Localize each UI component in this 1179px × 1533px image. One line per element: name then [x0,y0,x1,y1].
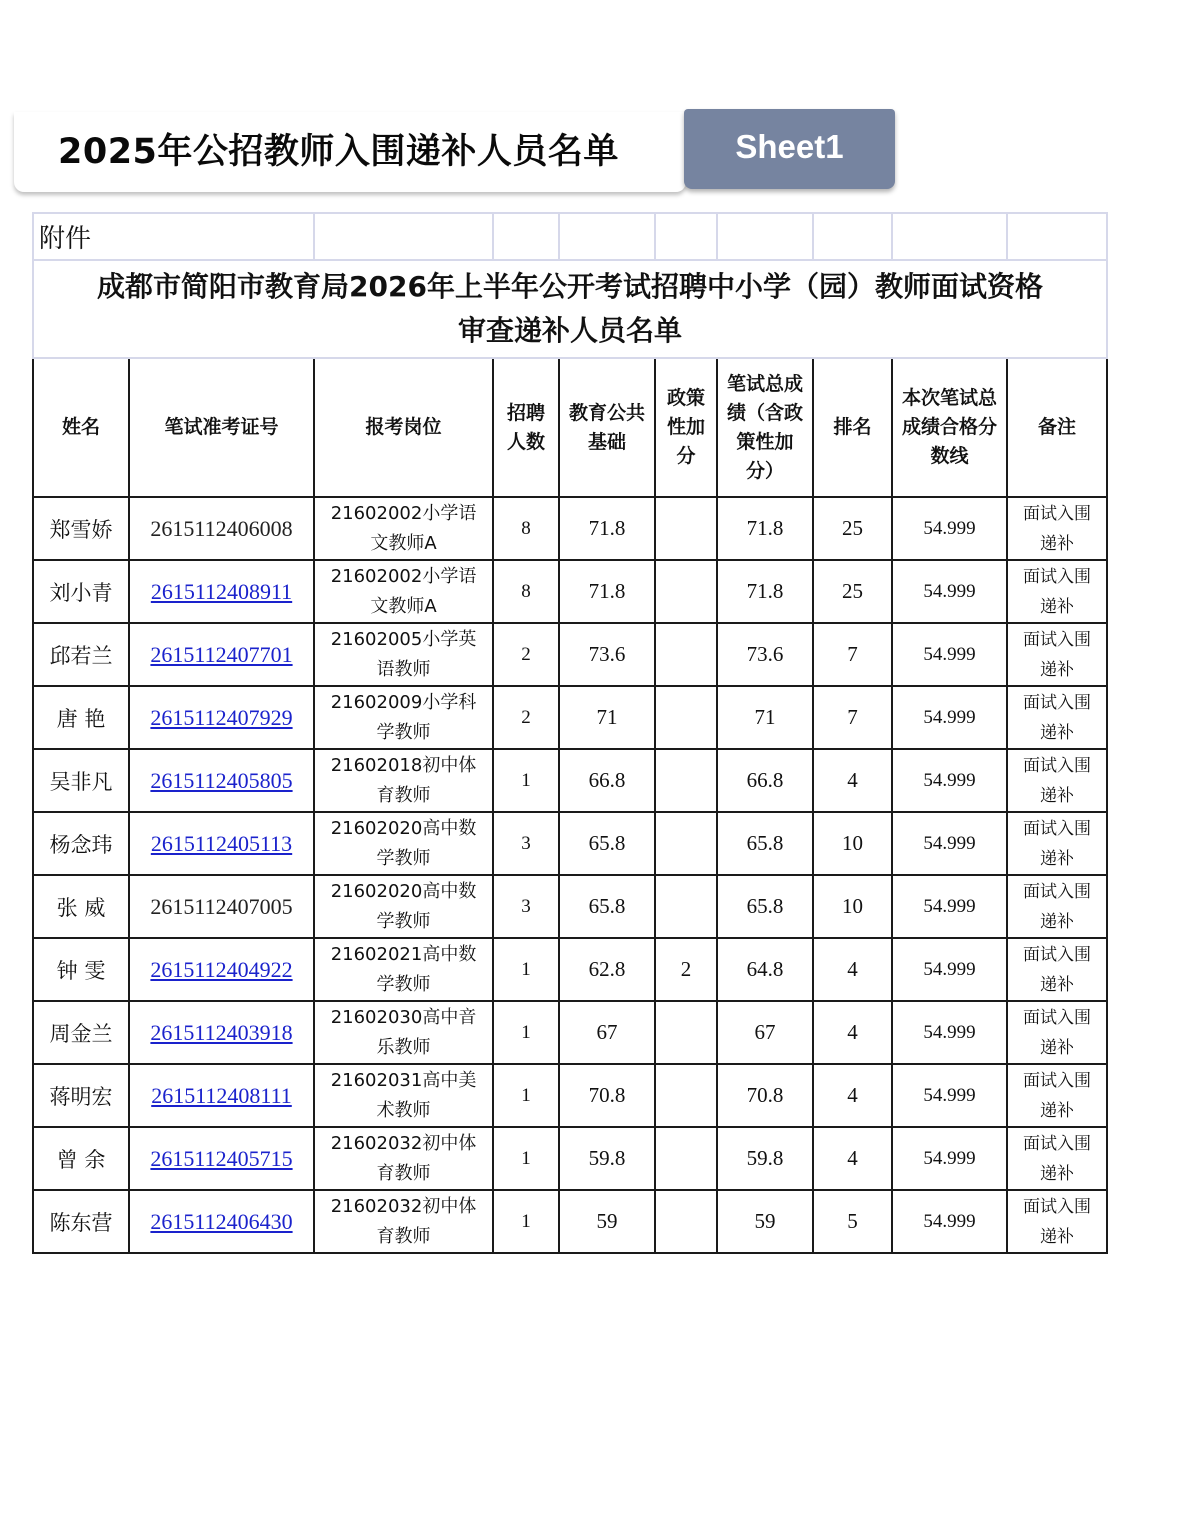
cell-recruit-count: 1 [493,1190,559,1253]
cell-note [1007,749,1107,812]
cell-post [314,1001,493,1064]
cell-recruit-count: 1 [493,1001,559,1064]
cell-recruit-count: 8 [493,560,559,623]
cell-rank: 7 [813,686,892,749]
cell-post-line1: 21602020高中数 [330,817,477,839]
cell-name: 吴非凡 [33,749,129,812]
header-pass-line [892,358,1007,497]
empty-cell [314,213,493,260]
cell-pass-line: 54.999 [892,623,1007,686]
cell-total-score: 64.8 [717,938,813,1001]
cell-pass-line: 54.999 [892,1190,1007,1253]
cell-exam-id: 2615112406008 [129,497,314,560]
exam-id-link[interactable]: 2615112405805 [129,749,314,812]
exam-id-link[interactable]: 2615112405113 [129,812,314,875]
cell-total-score: 59 [717,1190,813,1253]
cell-policy-bonus [655,812,717,875]
cell-edu-score: 59 [559,1190,655,1253]
header-row [33,358,1107,497]
cell-note [1007,1001,1107,1064]
cell-edu-score: 67 [559,1001,655,1064]
cell-recruit-count: 3 [493,812,559,875]
cell-note [1007,623,1107,686]
table-row [33,812,1107,875]
cell-post-line1: 21602032初中体 [330,1195,477,1217]
header-post: 报考岗位 [314,358,493,497]
header-total-score [717,358,813,497]
cell-name: 邱若兰 [33,623,129,686]
empty-cell [559,213,655,260]
cell-total-score: 71 [717,686,813,749]
cell-post-line1: 21602005小学英 [330,628,477,650]
exam-id-link[interactable]: 2615112407929 [129,686,314,749]
header-policy-line1: 政策 [667,387,706,409]
exam-id-link[interactable]: 2615112408911 [129,560,314,623]
cell-pass-line: 54.999 [892,812,1007,875]
cell-note-line1: 面试入围 [1023,1196,1092,1217]
cell-post-line1: 21602002小学语 [330,565,477,587]
cell-pass-line: 54.999 [892,875,1007,938]
header-recruit-line2: 人数 [507,430,546,453]
cell-policy-bonus [655,497,717,560]
sheet-title-line1: 成都市简阳市教育局2026年上半年公开考试招聘中小学（园）教师面试资格 [97,270,1043,303]
cell-total-score: 70.8 [717,1064,813,1127]
header-name: 姓名 [33,358,129,497]
cell-note-line2: 递补 [1040,1100,1075,1121]
exam-id-link[interactable]: 2615112406430 [129,1190,314,1253]
cell-note-line1: 面试入围 [1023,818,1092,839]
cell-post-line1: 21602002小学语 [330,502,477,524]
cell-recruit-count: 1 [493,1127,559,1190]
table-row [33,686,1107,749]
cell-name: 杨念玮 [33,812,129,875]
cell-post-line2: 学教师 [376,910,431,932]
cell-policy-bonus [655,1127,717,1190]
cell-rank: 10 [813,875,892,938]
empty-cell [655,213,717,260]
cell-rank: 4 [813,1001,892,1064]
exam-id-link[interactable]: 2615112403918 [129,1001,314,1064]
cell-note [1007,1127,1107,1190]
empty-cell [813,213,892,260]
cell-total-score: 65.8 [717,812,813,875]
cell-note [1007,875,1107,938]
cell-exam-id: 2615112407005 [129,875,314,938]
cell-note-line2: 递补 [1040,659,1075,680]
cell-note-line1: 面试入围 [1023,1007,1092,1028]
cell-recruit-count: 1 [493,749,559,812]
table-row [33,875,1107,938]
cell-post-line1: 21602030高中音 [330,1006,477,1028]
exam-id-link[interactable]: 2615112405715 [129,1127,314,1190]
cell-post-line2: 育教师 [376,1162,431,1184]
table-row [33,1127,1107,1190]
header-policy-line2: 性加 [667,416,706,438]
cell-pass-line: 54.999 [892,560,1007,623]
cell-post-line2: 学教师 [376,973,431,995]
table-row [33,749,1107,812]
cell-recruit-count: 1 [493,938,559,1001]
cell-total-score: 73.6 [717,623,813,686]
title-row [33,260,1107,358]
cell-note-line2: 递补 [1040,848,1075,869]
header-pass-line2: 成绩合格分 [902,416,998,438]
annex-row [33,213,1107,260]
cell-recruit-count: 8 [493,497,559,560]
cell-edu-score: 71.8 [559,497,655,560]
header-rank: 排名 [813,358,892,497]
header-total-line3: 策性加 [736,430,794,453]
cell-post-line1: 21602009小学科 [330,691,477,713]
cell-post-line2: 学教师 [376,847,431,869]
cell-edu-score: 59.8 [559,1127,655,1190]
table-row [33,1190,1107,1253]
header-edu-line1: 教育公共 [569,401,646,424]
cell-rank: 4 [813,1064,892,1127]
cell-note-line1: 面试入围 [1023,881,1092,902]
cell-recruit-count: 1 [493,1064,559,1127]
sheet-title-line2: 审查递补人员名单 [458,314,683,347]
cell-post-line2: 育教师 [376,784,431,806]
cell-post-line2: 文教师A [370,532,437,554]
cell-name: 钟 雯 [33,938,129,1001]
cell-edu-score: 66.8 [559,749,655,812]
cell-post-line2: 育教师 [376,1225,431,1247]
cell-note-line1: 面试入围 [1023,629,1092,650]
cell-rank: 7 [813,623,892,686]
spreadsheet-table [32,212,1108,1254]
cell-total-score: 65.8 [717,875,813,938]
header-edu-score [559,358,655,497]
cell-edu-score: 71 [559,686,655,749]
cell-note [1007,560,1107,623]
cell-note-line2: 递补 [1040,911,1075,932]
cell-rank: 10 [813,812,892,875]
empty-cell [493,213,559,260]
cell-total-score: 59.8 [717,1127,813,1190]
header-pass-line3: 数线 [930,445,969,467]
cell-post [314,497,493,560]
exam-id-link[interactable]: 2615112404922 [129,938,314,1001]
cell-edu-score: 65.8 [559,875,655,938]
cell-edu-score: 65.8 [559,812,655,875]
cell-policy-bonus [655,1001,717,1064]
cell-post [314,1190,493,1253]
header-recruit-count [493,358,559,497]
cell-rank: 4 [813,1127,892,1190]
cell-name: 郑雪娇 [33,497,129,560]
cell-note-line2: 递补 [1040,533,1075,554]
cell-recruit-count: 2 [493,623,559,686]
table-row [33,1001,1107,1064]
table-row [33,560,1107,623]
cell-edu-score: 73.6 [559,623,655,686]
document-title: 2025年公招教师入围递补人员名单 [58,131,619,172]
cell-name: 曾 余 [33,1127,129,1190]
cell-name: 唐 艳 [33,686,129,749]
cell-pass-line: 54.999 [892,686,1007,749]
cell-edu-score: 70.8 [559,1064,655,1127]
cell-pass-line: 54.999 [892,938,1007,1001]
cell-policy-bonus [655,749,717,812]
cell-note-line1: 面试入围 [1023,944,1092,965]
exam-id-link[interactable]: 2615112408111 [129,1064,314,1127]
cell-policy-bonus [655,1064,717,1127]
cell-note-line1: 面试入围 [1023,1133,1092,1154]
cell-recruit-count: 3 [493,875,559,938]
table-row [33,497,1107,560]
cell-post-line2: 文教师A [370,595,437,617]
cell-total-score: 71.8 [717,497,813,560]
cell-post-line1: 21602020高中数 [330,880,477,902]
cell-total-score: 67 [717,1001,813,1064]
cell-rank: 4 [813,938,892,1001]
cell-total-score: 71.8 [717,560,813,623]
cell-post [314,875,493,938]
cell-edu-score: 71.8 [559,560,655,623]
cell-post [314,812,493,875]
sheet-title [33,260,1107,358]
cell-note-line2: 递补 [1040,722,1075,743]
cell-name: 蒋明宏 [33,1064,129,1127]
cell-policy-bonus: 2 [655,938,717,1001]
cell-rank: 5 [813,1190,892,1253]
cell-note-line1: 面试入围 [1023,566,1092,587]
sheet-tab-label: Sheet1 [735,128,844,165]
cell-policy-bonus [655,1190,717,1253]
cell-note-line2: 递补 [1040,974,1075,995]
cell-note-line2: 递补 [1040,1037,1075,1058]
cell-edu-score: 62.8 [559,938,655,1001]
cell-note [1007,1064,1107,1127]
cell-post-line2: 学教师 [376,721,431,743]
cell-pass-line: 54.999 [892,1001,1007,1064]
cell-post [314,749,493,812]
empty-cell [717,213,813,260]
cell-pass-line: 54.999 [892,497,1007,560]
cell-post-line1: 21602032初中体 [330,1132,477,1154]
cell-recruit-count: 2 [493,686,559,749]
header-edu-line2: 基础 [588,430,627,453]
cell-name: 陈东营 [33,1190,129,1253]
header-note: 备注 [1007,358,1107,497]
cell-post [314,623,493,686]
cell-rank: 4 [813,749,892,812]
cell-post [314,560,493,623]
table-row [33,1064,1107,1127]
cell-policy-bonus [655,623,717,686]
cell-post-line2: 乐教师 [376,1036,431,1058]
sheet-tab-sheet1[interactable] [684,109,895,189]
cell-post-line1: 21602021高中数 [330,943,477,965]
header-policy-line3: 分 [676,445,696,467]
cell-post [314,686,493,749]
cell-name: 张 威 [33,875,129,938]
table-row [33,623,1107,686]
cell-note-line1: 面试入围 [1023,1070,1092,1091]
cell-note-line2: 递补 [1040,785,1075,806]
cell-policy-bonus [655,560,717,623]
cell-pass-line: 54.999 [892,749,1007,812]
header-total-line1: 笔试总成 [727,372,804,395]
header-exam-id: 笔试准考证号 [129,358,314,497]
cell-rank: 25 [813,560,892,623]
header-recruit-line1: 招聘 [507,401,546,424]
header-pass-line1: 本次笔试总 [902,387,998,409]
cell-note-line2: 递补 [1040,1163,1075,1184]
cell-total-score: 66.8 [717,749,813,812]
header-total-line2: 绩（含政 [727,401,804,424]
cell-post-line2: 语教师 [376,658,431,680]
cell-note-line1: 面试入围 [1023,692,1092,713]
cell-post-line1: 21602018初中体 [330,754,477,776]
cell-name: 刘小青 [33,560,129,623]
cell-note [1007,686,1107,749]
cell-pass-line: 54.999 [892,1127,1007,1190]
header-total-line4: 分） [746,459,785,482]
cell-note-line2: 递补 [1040,596,1075,617]
cell-policy-bonus [655,875,717,938]
cell-post [314,1127,493,1190]
cell-note-line1: 面试入围 [1023,755,1092,776]
cell-post-line2: 术教师 [376,1099,431,1121]
cell-post-line1: 21602031高中美 [330,1069,477,1091]
exam-id-link[interactable]: 2615112407701 [129,623,314,686]
cell-policy-bonus [655,686,717,749]
cell-pass-line: 54.999 [892,1064,1007,1127]
header-policy-bonus [655,358,717,497]
cell-post [314,1064,493,1127]
annex-label: 附件 [33,213,314,260]
cell-note [1007,812,1107,875]
cell-note-line2: 递补 [1040,1226,1075,1247]
cell-rank: 25 [813,497,892,560]
cell-note-line1: 面试入围 [1023,503,1092,524]
cell-note [1007,497,1107,560]
empty-cell [892,213,1007,260]
table-body [33,497,1107,1253]
cell-name: 周金兰 [33,1001,129,1064]
cell-note [1007,1190,1107,1253]
empty-cell [1007,213,1107,260]
table-row [33,938,1107,1001]
cell-post [314,938,493,1001]
cell-note [1007,938,1107,1001]
document-title-tab [14,112,686,192]
